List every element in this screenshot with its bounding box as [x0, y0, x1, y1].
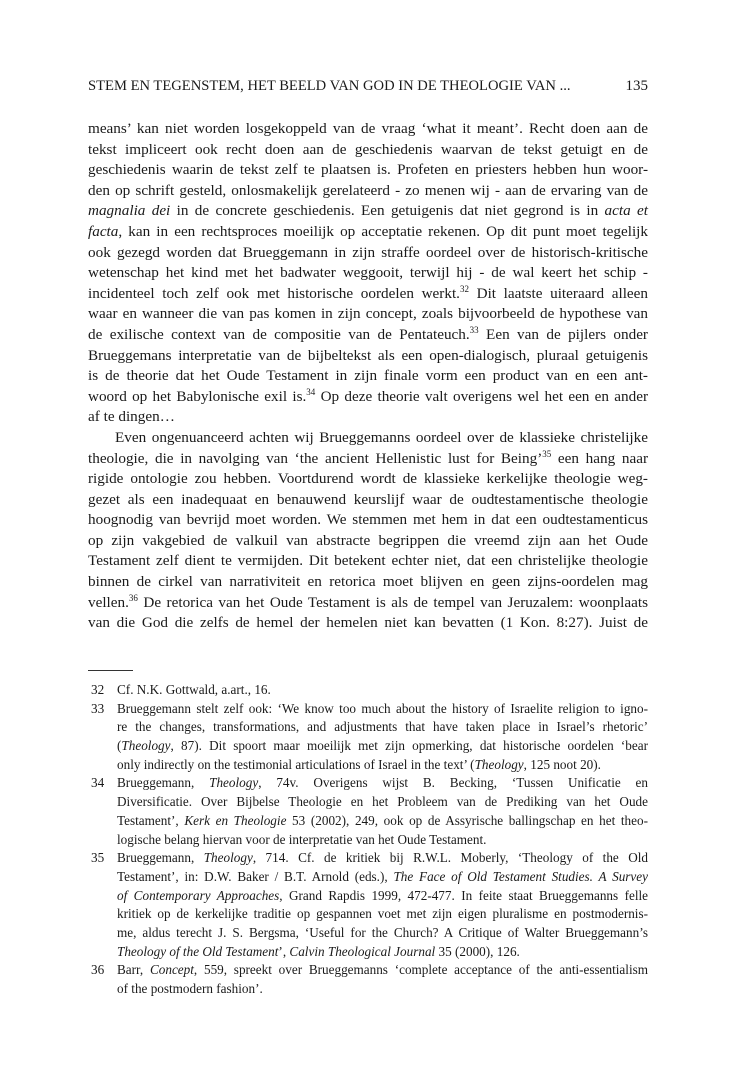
- italic-text: Theology: [203, 850, 253, 866]
- text-run[interactable]: van die God die zelfs de hemel der hemelen niet kan bevatten (1 Kon. 8:27). Juist de: [88, 614, 648, 632]
- footnotes: [88, 681, 648, 999]
- text-line: [88, 140, 648, 161]
- text-line: [117, 681, 648, 700]
- text-run[interactable]: Op deze theorie valt overigens wel het een en ander: [315, 387, 649, 405]
- footnote-ref[interactable]: 33: [469, 324, 479, 335]
- text-line: [88, 181, 648, 202]
- text-line: [88, 263, 648, 284]
- text-line: [117, 961, 648, 980]
- text-run[interactable]: woord op het Babylonische exil is.: [88, 387, 307, 405]
- text-line: [88, 325, 648, 346]
- footnote-ref[interactable]: 32: [459, 283, 469, 294]
- text-run[interactable]: 53 (2002), 249, ook op de Assyrische ballingschap en het theo-: [286, 812, 648, 828]
- text-run[interactable]: theologie, die in navolging van ‘the ancient Hellenistic lust for Being’: [88, 449, 543, 467]
- text-run[interactable]: ’,: [278, 943, 290, 959]
- text-run[interactable]: Brueggemann stelt zelf ook: ‘We know too much about the history of Israelite religion to igno-: [117, 700, 648, 716]
- italic-text: Concept: [149, 962, 194, 978]
- text-line: [88, 551, 648, 572]
- text-run[interactable]: , 74v. Overigens wijst B. Becking, ‘Tussen Unificatie en: [258, 775, 648, 791]
- italic-text: facta: [88, 222, 119, 240]
- italic-text: acta et: [604, 202, 648, 220]
- text-run[interactable]: De retorica van het Oude Testament is als de tempel van Jeruzalem: woonplaats: [137, 593, 648, 611]
- italic-text: Theology: [209, 775, 259, 791]
- text-line: [117, 700, 648, 719]
- italic-text: Theology of the Old Testament: [117, 943, 279, 959]
- text-run[interactable]: af te dingen…: [88, 408, 175, 426]
- footnote-number: 35: [91, 850, 105, 866]
- text-run[interactable]: Testament zelf dient te vermijden. Dit betekent echter niet, dat een christelijke theologie: [88, 552, 648, 570]
- italic-text: Calvin Theological Journal: [289, 943, 436, 959]
- text-run[interactable]: binnen de cirkel van narrativiteit en retorica moet blijven en geen zijns-oordelen mag: [88, 573, 648, 591]
- text-run[interactable]: of the postmodern fashion’.: [117, 981, 263, 996]
- text-run[interactable]: only indirectly on the testimonial articulations of Israel in the text’ (: [117, 756, 475, 772]
- text-run[interactable]: ook gezegd worden dat Brueggemann in zijn straffe oordeel over de historisch-kritische: [88, 243, 648, 261]
- text-line: [88, 510, 648, 531]
- text-line: [88, 119, 648, 140]
- text-line: [88, 531, 648, 552]
- text-run[interactable]: vellen.: [88, 593, 129, 611]
- text-run[interactable]: de exilische context van de compositie van de Pentateuch.: [88, 325, 470, 343]
- text-run[interactable]: , 559, spreekt over Brueggemanns ‘complete acceptance of the anti-essentialism: [193, 962, 648, 978]
- italic-text: of Contemporary Approaches: [117, 887, 280, 903]
- text-run[interactable]: hoognodig van bevrijd moet worden. We stemmen met hem in dat een oudtestamenticus: [88, 511, 648, 529]
- text-line: [117, 868, 648, 887]
- footnote-number: 36: [91, 962, 105, 978]
- footnote-ref[interactable]: 36: [128, 592, 138, 603]
- text-line: [88, 613, 648, 634]
- text-run[interactable]: geschiedenis waarin de tekst zelf te plaatsen is. Profeten en priesters hebben hun woor-: [88, 161, 648, 179]
- text-run[interactable]: op zijn vakgebied de valkuil van abstracte begrippen die vreemd zijn aan het Oude: [88, 531, 648, 549]
- text-line: [117, 718, 648, 737]
- text-line: [117, 793, 648, 812]
- text-run[interactable]: (: [117, 738, 122, 754]
- text-line: [117, 943, 648, 962]
- text-run[interactable]: , 87). Dit spoort maar moeilijk met zijn opmerking, dat historische oordelen ‘bear: [170, 738, 648, 754]
- running-header: [88, 78, 648, 95]
- footnote-number: 32: [91, 682, 105, 697]
- text-line: [88, 366, 648, 387]
- text-line: [88, 407, 648, 428]
- text-run[interactable]: den op schrift gesteld, onlosmakelijk gerelateerd - zo menen wij - aan de ervaring van de: [88, 181, 648, 199]
- text-line: [117, 756, 648, 775]
- running-title: STEM EN TEGENSTEM, HET BEELD VAN GOD IN DE THEOLOGIE VAN ...: [88, 78, 571, 94]
- text-run[interactable]: een hang naar: [551, 449, 648, 467]
- text-run[interactable]: Barr,: [117, 962, 150, 978]
- text-run[interactable]: rigide ontologie zou hebben. Voortdurend wordt de klassieke kerkelijke theologie weg-: [88, 470, 648, 488]
- text-line: [117, 887, 648, 906]
- text-run[interactable]: Dit laatste uiteraard alleen: [468, 284, 648, 302]
- text-line: [88, 160, 648, 181]
- footnote-number: 34: [91, 775, 105, 791]
- text-run[interactable]: , Grand Rapdis 1999, 472-477. In feite staat Brueggemanns felle: [279, 887, 648, 903]
- text-line: [88, 243, 648, 264]
- body-text: [88, 119, 648, 634]
- text-run[interactable]: Diversificatie. Over Bijbelse Theologie en het Probleem van de Prediking van het Oude: [117, 794, 648, 810]
- text-line: [88, 449, 648, 470]
- text-run[interactable]: 35 (2000), 126.: [435, 943, 520, 959]
- text-line: [88, 572, 648, 593]
- text-run[interactable]: Testament’, in: D.W. Baker / B.T. Arnold (eds.),: [117, 868, 394, 884]
- text-run[interactable]: wetenschap het kind met het badwater weggooit, terwijl hij - de wal keert het schip -: [88, 264, 648, 282]
- text-line: [117, 924, 648, 943]
- text-run[interactable]: waar en wanneer die van pas komen in zijn concept, zoals bijvoorbeeld de hypothese van: [88, 305, 648, 323]
- text-run[interactable]: Brueggemans interpretatie van de bijbeltekst als een open-dialogisch, pluraal getuigenis: [88, 346, 648, 364]
- text-run[interactable]: , 714. Cf. de kritiek bij R.W.L. Moberly, ‘Theology of the Old: [252, 850, 648, 866]
- text-run[interactable]: logische belang hiervan voor de interpretatie van het Oude Testament.: [117, 831, 487, 847]
- footnote-divider: [88, 670, 133, 671]
- text-line: [88, 284, 648, 305]
- text-line: [117, 980, 648, 999]
- text-run[interactable]: me, aldus terecht J. S. Bergsma, ‘Useful for the Church? A Critique of Walter Brueggemann’s: [117, 924, 648, 940]
- text-line: [117, 812, 648, 831]
- text-run[interactable]: is de theorie dat het Oude Testament in zijn finale vorm een product van en een ant-: [88, 367, 648, 385]
- text-line: [88, 593, 648, 614]
- text-run[interactable]: , 125 noot 20).: [523, 756, 601, 772]
- text-line: [88, 304, 648, 325]
- text-line: [117, 774, 648, 793]
- text-run[interactable]: incidenteel toch zelf ook met historische oordelen werkt.: [88, 284, 460, 302]
- text-line: [88, 346, 648, 367]
- text-run[interactable]: Cf. N.K. Gottwald, a.art., 16.: [117, 682, 271, 697]
- text-run[interactable]: in de concrete geschiedenis. Een getuigenis dat niet gegrond is in: [170, 202, 605, 220]
- text-line: [88, 387, 648, 408]
- italic-text: The Face of Old Testament Studies. A Survey: [393, 868, 648, 884]
- text-line: [88, 201, 648, 222]
- page-number: 135: [625, 78, 648, 94]
- text-run[interactable]: Brueggemann,: [117, 775, 210, 791]
- italic-text: Kerk en Theologie: [184, 812, 287, 828]
- text-line: [117, 905, 648, 924]
- text-run[interactable]: gezet als een inadequaat en benauwend keurslijf waar de oudtestamentische theologie: [88, 490, 648, 508]
- text-run[interactable]: Testament’,: [117, 812, 185, 828]
- text-run[interactable]: re the changes, transformations, and adjustments that have taken place in Israel’s rhetoric’: [117, 719, 648, 735]
- footnote-ref[interactable]: 34: [306, 386, 316, 397]
- text-run[interactable]: tekst impliceert ook recht doen aan de geschiedenis waarvan de tekst getuigt en de: [88, 140, 648, 158]
- text-run[interactable]: , kan in een rechtsproces moeilijk op acceptatie rekenen. Op dit punt moet tegelijk: [118, 222, 648, 240]
- italic-text: Theology: [474, 756, 524, 772]
- footnote: [88, 681, 648, 700]
- footnote: [88, 700, 648, 775]
- text-run[interactable]: means’ kan niet worden losgekoppeld van de vraag ‘what it meant’. Recht doen aan de: [88, 120, 648, 137]
- footnote: [88, 849, 648, 961]
- text-line: [88, 222, 648, 243]
- text-run[interactable]: Brueggemann,: [117, 850, 204, 866]
- text-line: [88, 428, 648, 449]
- footnote: [88, 961, 648, 998]
- text-line: [117, 849, 648, 868]
- footnote-ref[interactable]: 35: [542, 448, 552, 459]
- text-run[interactable]: Even ongenuanceerd achten wij Brueggemanns oordeel over de klassieke christelijke: [115, 428, 648, 446]
- footnote: [88, 774, 648, 849]
- italic-text: Theology: [121, 738, 171, 754]
- text-run[interactable]: kritiek op de kerkelijke traditie op gespannen voet met zijn eigen pluralisme en postmodernis-: [117, 906, 648, 922]
- text-line: [117, 737, 648, 756]
- text-line: [117, 831, 648, 850]
- text-line: [88, 469, 648, 490]
- footnote-number: 33: [91, 700, 105, 716]
- italic-text: magnalia dei: [88, 202, 171, 220]
- text-run[interactable]: Een van de pijlers onder: [478, 325, 648, 343]
- text-line: [88, 490, 648, 511]
